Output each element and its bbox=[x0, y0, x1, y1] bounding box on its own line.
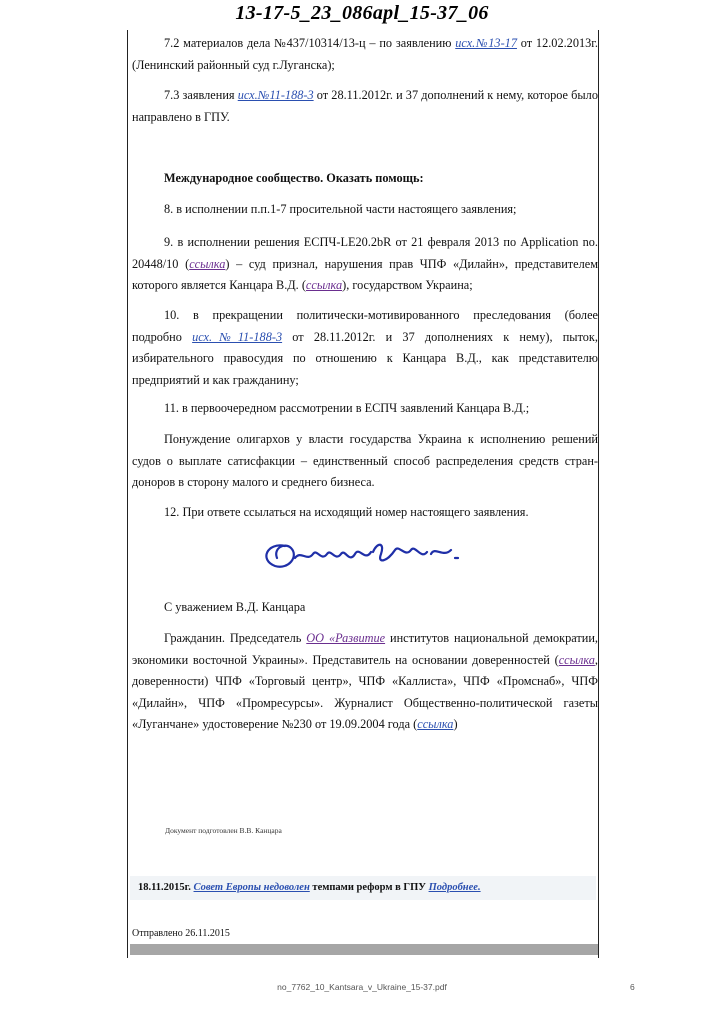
document-header-title: 13-17-5_23_086apl_15-37_06 bbox=[235, 2, 489, 24]
text: ), государством Украина; bbox=[342, 278, 473, 292]
gray-divider-bar bbox=[130, 944, 598, 955]
text: 7.3 заявления bbox=[164, 88, 238, 102]
text: от 12.02.2013г. (Ленинский районный суд г.Луганска); bbox=[132, 36, 598, 72]
news-date: 18.11.2015г. bbox=[138, 882, 191, 893]
closing-regards: С уважением В.Д. Канцара bbox=[164, 600, 306, 614]
paragraph-pressure: Понуждение олигархов у власти государства Украина к исполнению решений судов о выплате сатисфакции – единственный способ распределения средств стран-доноров в сторону малого и среднего бизнеса. bbox=[132, 432, 598, 489]
link-ref-13-17[interactable]: исх.№13-17 bbox=[455, 36, 517, 50]
handwritten-signature bbox=[255, 528, 485, 578]
paragraph-7-3 bbox=[132, 85, 598, 128]
paragraph-7-2 bbox=[132, 33, 598, 76]
paragraph-8: 8. в исполнении п.п.1-7 просительной части настоящего заявления; bbox=[164, 202, 517, 216]
sent-date: Отправлено 26.11.2015 bbox=[132, 928, 230, 939]
news-link[interactable]: Совет Европы недоволен bbox=[193, 882, 310, 893]
footer-page-number: 6 bbox=[630, 982, 635, 992]
text: ) bbox=[453, 717, 458, 731]
link-ref-11-188-3[interactable]: исх.№11-188-3 bbox=[237, 88, 314, 102]
text: 9. в исполнении решения ЕСПЧ-LE20.2bR от 21 февраля 2013 по Application no. 20448/10 ( bbox=[132, 235, 598, 271]
text: , доверенности) ЧПФ «Торговый центр», ЧПФ «Каллиста», ЧПФ «Промснаб», ЧПФ «Дилайн», ЧПФ «Промресурсы». Журналист Общественно-политической газеты «Луганчане» удостоверение №230 от 19.09.2004 года ( bbox=[132, 652, 598, 731]
link-ref-11-188-3[interactable]: исх.№11-188-3 bbox=[192, 329, 283, 344]
link-ssylka[interactable]: ссылка bbox=[305, 278, 343, 292]
link-oo-razvitie[interactable]: ОО «Развитие bbox=[306, 631, 386, 645]
text: 7.2 материалов дела №437/10314/13-ц – по заявлению bbox=[164, 36, 456, 50]
prepared-by-note: Документ подготовлен В.В. Канцара bbox=[165, 826, 282, 835]
text: институтов национальной демократии, экономики восточной Украины». Представитель на основании доверенностей ( bbox=[132, 631, 599, 667]
text: Гражданин. Председатель bbox=[164, 631, 307, 645]
link-ssylka[interactable]: ссылка bbox=[189, 256, 226, 271]
footer-filename: no_7762_10_Kantsara_v_Ukraine_15-37.pdf bbox=[277, 982, 447, 992]
text: от 28.11.2012г. и 37 дополнений к нему, которое было направлено в ГПУ. bbox=[132, 88, 598, 124]
text: от 28.11.2012г. и 37 дополнениях к нему), пыток, избирательного правосудия по отношению к Канцара В.Д., как представителю предприятий и как гражданину; bbox=[132, 329, 598, 387]
link-ssylka[interactable]: ссылка bbox=[558, 652, 595, 667]
paragraph-citizen bbox=[132, 628, 598, 736]
text: 10. в прекращении политически-мотивированного преследования (более подробно bbox=[132, 308, 598, 344]
paragraph-12: 12. При ответе ссылаться на исходящий номер настоящего заявления. bbox=[164, 505, 529, 519]
news-more-link[interactable]: Подробнее. bbox=[428, 882, 481, 893]
section-heading: Международное сообщество. Оказать помощь: bbox=[164, 171, 424, 185]
text: ) – суд признал, нарушения прав ЧПФ «Дилайн», представителем которого является Канцара В.Д. ( bbox=[132, 256, 599, 292]
paragraph-10 bbox=[132, 305, 598, 391]
news-text: темпами реформ в ГПУ bbox=[309, 882, 429, 893]
paragraph-11: 11. в первоочередном рассмотрении в ЕСПЧ заявлений Канцара В.Д.; bbox=[164, 401, 530, 415]
link-ssylka[interactable]: ссылка bbox=[417, 717, 454, 731]
news-banner bbox=[130, 876, 596, 900]
paragraph-9 bbox=[132, 232, 598, 297]
